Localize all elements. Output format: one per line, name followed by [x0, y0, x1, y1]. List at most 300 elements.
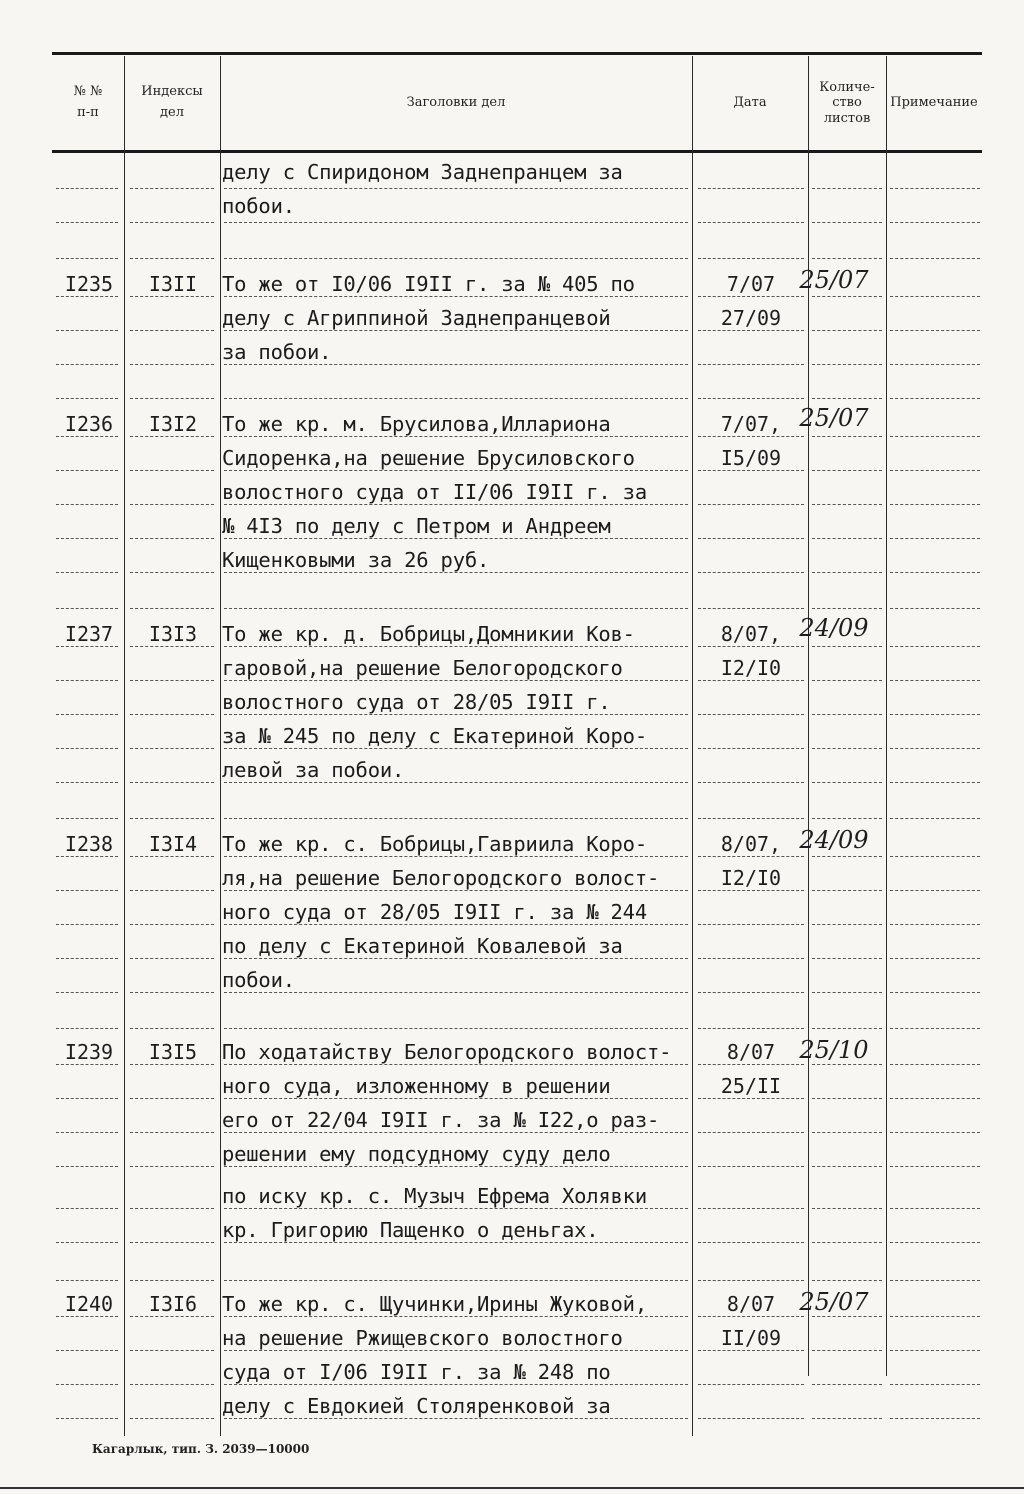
ruled-line: [890, 572, 980, 573]
ruled-line: [812, 1098, 882, 1099]
ruled-line: [890, 1418, 980, 1419]
entry-sheet-count: 25/07: [799, 404, 869, 432]
ruled-line: [812, 572, 882, 573]
entry-title-line: на решение Ржищевского волостного: [222, 1326, 623, 1350]
entry-date: 7/07: [726, 272, 776, 296]
ruled-line: [890, 296, 980, 297]
ruled-line: [698, 1350, 804, 1351]
header-col-qty: [808, 58, 886, 148]
ruled-line: [56, 924, 118, 925]
ruled-line: [130, 1028, 214, 1029]
ruled-line: [56, 608, 118, 609]
ruled-line: [890, 1316, 980, 1317]
ruled-line: [890, 856, 980, 857]
ruled-line: [56, 818, 118, 819]
entry-title-line: за побои.: [222, 340, 332, 364]
ruled-line: [890, 748, 980, 749]
ruled-line: [698, 572, 804, 573]
ruled-line: [812, 398, 882, 399]
ruled-line: [812, 330, 882, 331]
ruled-line: [56, 436, 118, 437]
column-divider: [220, 56, 221, 1436]
header-col-title-label: Заголовки дел: [406, 94, 506, 110]
ruled-line: [698, 296, 804, 297]
ruled-line: [698, 782, 804, 783]
ruled-line: [56, 1166, 118, 1167]
entry-sheet-count: 25/10: [799, 1036, 869, 1064]
ruled-line: [224, 1132, 688, 1133]
ruled-line: [890, 958, 980, 959]
ruled-line: [812, 1028, 882, 1029]
ruled-line: [56, 572, 118, 573]
ruled-line: [812, 1132, 882, 1133]
ruled-line: [812, 470, 882, 471]
entry-number: I236: [64, 412, 114, 436]
entry-title-line: по делу с Екатериной Ковалевой за: [222, 934, 623, 958]
ruled-line: [890, 782, 980, 783]
ruled-line: [812, 188, 882, 189]
ruled-line: [130, 818, 214, 819]
entry-date: 8/07: [726, 1292, 776, 1316]
header-col-qty-line1: Количе-: [819, 79, 875, 95]
entry-title-line: решении ему подсудному суду дело: [222, 1142, 611, 1166]
entry-title-line: левой за побои.: [222, 758, 405, 782]
header-col-note: [886, 58, 982, 148]
ruled-line: [224, 572, 688, 573]
ruled-line: [698, 504, 804, 505]
ruled-line: [812, 504, 882, 505]
entry-number: I237: [64, 622, 114, 646]
ruled-line: [224, 1280, 688, 1281]
ruled-line: [890, 1384, 980, 1385]
ruled-line: [56, 714, 118, 715]
ruled-line: [812, 748, 882, 749]
ruled-line: [698, 1098, 804, 1099]
ruled-line: [224, 680, 688, 681]
ruled-line: [812, 856, 882, 857]
ruled-line: [890, 1166, 980, 1167]
header-col-index-line1: Индексы: [141, 84, 203, 100]
ruled-line: [130, 748, 214, 749]
ruled-line: [224, 748, 688, 749]
ruled-line: [698, 992, 804, 993]
entry-sheet-count: 24/09: [799, 614, 869, 642]
ruled-line: [812, 958, 882, 959]
ruled-line: [890, 436, 980, 437]
ruled-line: [130, 364, 214, 365]
ruled-line: [56, 538, 118, 539]
ruled-line: [890, 890, 980, 891]
ruled-line: [890, 924, 980, 925]
ruled-line: [812, 1208, 882, 1209]
entry-title-line: То же кр. м. Брусилова,Иллариона: [222, 412, 611, 436]
ruled-line: [56, 222, 118, 223]
entry-number: I235: [64, 272, 114, 296]
ruled-line: [698, 188, 804, 189]
ruled-line: [224, 818, 688, 819]
entry-index: I3I2: [148, 412, 198, 436]
ruled-line: [890, 646, 980, 647]
ruled-line: [130, 646, 214, 647]
ruled-line: [130, 436, 214, 437]
ruled-line: [890, 398, 980, 399]
ruled-line: [56, 1064, 118, 1065]
ruled-line: [130, 680, 214, 681]
ruled-line: [812, 1316, 882, 1317]
ruled-line: [224, 1316, 688, 1317]
ruled-line: [56, 680, 118, 681]
ruled-line: [130, 296, 214, 297]
header-col-title: [220, 58, 692, 148]
ruled-line: [698, 856, 804, 857]
ruled-line: [812, 646, 882, 647]
ruled-line: [890, 364, 980, 365]
ruled-line: [130, 398, 214, 399]
ruled-line: [130, 1132, 214, 1133]
ruled-line: [224, 364, 688, 365]
ruled-line: [890, 1132, 980, 1133]
ruled-line: [812, 782, 882, 783]
ruled-line: [224, 538, 688, 539]
ruled-line: [812, 1064, 882, 1065]
ruled-line: [698, 330, 804, 331]
entry-index: I3I4: [148, 832, 198, 856]
ruled-line: [812, 924, 882, 925]
ruled-line: [56, 1242, 118, 1243]
ruled-line: [224, 782, 688, 783]
ruled-line: [224, 470, 688, 471]
ruled-line: [130, 1418, 214, 1419]
ruled-line: [698, 1166, 804, 1167]
ruled-line: [130, 1316, 214, 1317]
header-col-number: [52, 58, 124, 148]
ruled-line: [224, 222, 688, 223]
ruled-line: [890, 1208, 980, 1209]
header-col-note-label: Примечание: [890, 94, 978, 110]
entry-sheet-count: 25/07: [799, 1288, 869, 1316]
header-col-date: [692, 58, 808, 148]
ruled-line: [224, 1384, 688, 1385]
ruled-line: [698, 818, 804, 819]
header-col-index-line2: дел: [160, 105, 184, 120]
ruled-line: [56, 1132, 118, 1133]
header-col-index: [124, 58, 220, 148]
ruled-line: [890, 1350, 980, 1351]
ruled-line: [224, 1064, 688, 1065]
ruled-line: [56, 1384, 118, 1385]
ruled-line: [224, 1098, 688, 1099]
ruled-line: [224, 296, 688, 297]
entry-index: I3II: [148, 272, 198, 296]
entry-title-line: делу с Агриппиной Заднепранцевой: [222, 306, 611, 330]
ruled-line: [698, 1132, 804, 1133]
ruled-line: [890, 1098, 980, 1099]
entry-title-line: По ходатайству Белогородского волост-: [222, 1040, 672, 1064]
ruled-line: [698, 398, 804, 399]
entry-title-line: Кищенковыми за 26 руб.: [222, 548, 490, 572]
ruled-line: [56, 504, 118, 505]
header-bottom-rule: [52, 150, 982, 153]
ruled-line: [130, 330, 214, 331]
entry-index: I3I3: [148, 622, 198, 646]
ruled-line: [698, 1208, 804, 1209]
entry-title-line: Сидоренка,на решение Брусиловского: [222, 446, 635, 470]
ruled-line: [812, 222, 882, 223]
ruled-line: [812, 296, 882, 297]
ruled-line: [130, 856, 214, 857]
ruled-line: [890, 714, 980, 715]
ruled-line: [56, 1316, 118, 1317]
header-col-qty-line2: ство: [832, 95, 862, 111]
ruled-line: [812, 258, 882, 259]
ruled-line: [812, 890, 882, 891]
entry-date-second: I2/I0: [720, 866, 782, 890]
entry-title-line: по иску кр. с. Музыч Ефрема Холявки: [222, 1184, 647, 1208]
ruled-line: [130, 608, 214, 609]
ruled-line: [890, 1064, 980, 1065]
ruled-line: [224, 992, 688, 993]
entry-date: 8/07: [726, 1040, 776, 1064]
ruled-line: [224, 1166, 688, 1167]
entry-date-second: 27/09: [720, 306, 782, 330]
ruled-line: [130, 572, 214, 573]
ruled-line: [698, 258, 804, 259]
ruled-line: [698, 890, 804, 891]
ruled-line: [698, 470, 804, 471]
ruled-line: [130, 1098, 214, 1099]
printer-imprint: Кагарлык, тип. З. 2039—10000: [92, 1442, 310, 1456]
ruled-line: [812, 608, 882, 609]
ruled-line: [698, 608, 804, 609]
ruled-line: [812, 538, 882, 539]
ruled-line: [890, 538, 980, 539]
entry-title-line: за № 245 по делу с Екатериной Коро-: [222, 724, 647, 748]
entry-date-second: I5/09: [720, 446, 782, 470]
ruled-line: [56, 782, 118, 783]
ruled-line: [130, 258, 214, 259]
ruled-line: [224, 958, 688, 959]
ruled-line: [890, 222, 980, 223]
ruled-line: [698, 1064, 804, 1065]
ruled-line: [890, 258, 980, 259]
ruled-line: [812, 1242, 882, 1243]
ruled-line: [56, 258, 118, 259]
entry-date-second: II/09: [720, 1326, 782, 1350]
entry-sheet-count: 24/09: [799, 826, 869, 854]
ruled-line: [890, 1242, 980, 1243]
ruled-line: [130, 992, 214, 993]
ruled-line: [56, 856, 118, 857]
ruled-line: [698, 1316, 804, 1317]
header-col-number-line1: № №: [73, 84, 103, 100]
ruled-line: [130, 1280, 214, 1281]
ruled-line: [56, 398, 118, 399]
ruled-line: [130, 958, 214, 959]
ruled-line: [56, 958, 118, 959]
ruled-line: [130, 188, 214, 189]
entry-title-line: ного суда от 28/05 I9II г. за № 244: [222, 900, 647, 924]
ruled-line: [56, 890, 118, 891]
entry-title-line: То же от I0/06 I9II г. за № 405 по: [222, 272, 635, 296]
ruled-line: [890, 608, 980, 609]
ruled-line: [698, 680, 804, 681]
ruled-line: [130, 1384, 214, 1385]
ruled-line: [224, 504, 688, 505]
ruled-line: [56, 1028, 118, 1029]
ruled-line: [698, 924, 804, 925]
ruled-line: [130, 714, 214, 715]
header-col-number-line2: п-п: [77, 105, 99, 120]
ruled-line: [890, 188, 980, 189]
ruled-line: [56, 748, 118, 749]
ruled-line: [890, 1028, 980, 1029]
entry-title-line: делу с Евдокией Столяренковой за: [222, 1394, 611, 1418]
ruled-line: [56, 1098, 118, 1099]
ruled-line: [130, 1166, 214, 1167]
ruled-line: [698, 1028, 804, 1029]
entry-title-line: волостного суда от 28/05 I9II г.: [222, 690, 611, 714]
ruled-line: [698, 222, 804, 223]
entry-title-line: гаровой,на решение Белогородского: [222, 656, 623, 680]
ruled-line: [890, 504, 980, 505]
ruled-line: [130, 924, 214, 925]
entry-title-line: побои.: [222, 968, 295, 992]
ruled-line: [130, 1064, 214, 1065]
entry-title-line: То же кр. с. Бобрицы,Гавриила Коро-: [222, 832, 647, 856]
ruled-line: [224, 398, 688, 399]
entry-date: 8/07,: [720, 832, 782, 856]
ruled-line: [130, 222, 214, 223]
header-col-date-label: Дата: [733, 94, 767, 110]
ruled-line: [56, 364, 118, 365]
entry-title-line: ного суда, изложенному в решении: [222, 1074, 611, 1098]
column-divider: [886, 56, 887, 1376]
ruled-line: [698, 1242, 804, 1243]
ruled-line: [698, 1384, 804, 1385]
ruled-line: [224, 258, 688, 259]
ruled-line: [130, 538, 214, 539]
ruled-line: [812, 1384, 882, 1385]
ruled-line: [812, 1350, 882, 1351]
ruled-line: [812, 992, 882, 993]
ruled-line: [224, 608, 688, 609]
entry-title-line: То же кр. с. Щучинки,Ирины Жуковой,: [222, 1292, 647, 1316]
ruled-line: [224, 1242, 688, 1243]
ruled-line: [812, 1280, 882, 1281]
ruled-line: [698, 748, 804, 749]
entry-title-line: То же кр. д. Бобрицы,Домникии Ков-: [222, 622, 635, 646]
ruled-line: [56, 1350, 118, 1351]
entry-title-line: волостного суда от II/06 I9II г. за: [222, 480, 647, 504]
header-col-qty-line3: листов: [823, 110, 871, 126]
entry-number: I239: [64, 1040, 114, 1064]
ruled-line: [890, 818, 980, 819]
ruled-line: [224, 188, 688, 189]
entry-title-line: побои.: [222, 194, 295, 218]
ruled-line: [56, 296, 118, 297]
entry-title-line: суда от I/06 I9II г. за № 248 по: [222, 1360, 611, 1384]
ruled-line: [130, 1208, 214, 1209]
entry-title-line: кр. Григорию Пащенко о деньгах.: [222, 1218, 599, 1242]
entry-index: I3I5: [148, 1040, 198, 1064]
ruled-line: [890, 992, 980, 993]
ruled-line: [224, 924, 688, 925]
ruled-line: [698, 1280, 804, 1281]
ruled-line: [224, 646, 688, 647]
ruled-line: [56, 992, 118, 993]
ruled-line: [56, 646, 118, 647]
ruled-line: [698, 714, 804, 715]
ruled-line: [698, 646, 804, 647]
ruled-line: [224, 1028, 688, 1029]
ruled-line: [56, 1208, 118, 1209]
entry-title-line: № 4I3 по делу с Петром и Андреем: [222, 514, 611, 538]
entry-title-line: ля,на решение Белогородского волост-: [222, 866, 660, 890]
ruled-line: [224, 714, 688, 715]
ruled-line: [56, 1418, 118, 1419]
ruled-line: [698, 1418, 804, 1419]
entry-date: 8/07,: [720, 622, 782, 646]
ruled-line: [698, 538, 804, 539]
entry-index: I3I6: [148, 1292, 198, 1316]
ruled-line: [130, 782, 214, 783]
ruled-line: [224, 1350, 688, 1351]
entry-date: 7/07,: [720, 412, 782, 436]
ruled-line: [224, 856, 688, 857]
ruled-line: [224, 436, 688, 437]
ruled-line: [130, 504, 214, 505]
ruled-line: [698, 436, 804, 437]
ruled-line: [130, 470, 214, 471]
ruled-line: [698, 958, 804, 959]
header-top-rule: [52, 52, 982, 55]
ruled-line: [130, 890, 214, 891]
column-divider: [808, 56, 809, 1376]
ruled-line: [224, 1208, 688, 1209]
ruled-line: [56, 1280, 118, 1281]
ruled-line: [224, 1418, 688, 1419]
entry-number: I240: [64, 1292, 114, 1316]
entry-date-second: 25/II: [720, 1074, 782, 1098]
ruled-line: [812, 364, 882, 365]
ruled-line: [56, 470, 118, 471]
ruled-line: [224, 890, 688, 891]
ruled-line: [130, 1350, 214, 1351]
ruled-line: [812, 680, 882, 681]
ruled-line: [812, 1166, 882, 1167]
ruled-line: [812, 1418, 882, 1419]
ruled-line: [224, 330, 688, 331]
entry-title-line: делу с Спиридоном Заднепранцем за: [222, 160, 623, 184]
ruled-line: [130, 1242, 214, 1243]
ruled-line: [698, 364, 804, 365]
entry-sheet-count: 25/07: [799, 266, 869, 294]
page-bottom-edge: [0, 1487, 1024, 1489]
entry-number: I238: [64, 832, 114, 856]
entry-date-second: I2/I0: [720, 656, 782, 680]
ruled-line: [56, 330, 118, 331]
ruled-line: [890, 470, 980, 471]
ruled-line: [812, 818, 882, 819]
ruled-line: [812, 714, 882, 715]
ruled-line: [812, 436, 882, 437]
entry-title-line: его от 22/04 I9II г. за № I22,о раз-: [222, 1108, 660, 1132]
ruled-line: [890, 330, 980, 331]
ruled-line: [56, 188, 118, 189]
column-divider: [124, 56, 125, 1436]
ruled-line: [890, 1280, 980, 1281]
ruled-line: [890, 680, 980, 681]
